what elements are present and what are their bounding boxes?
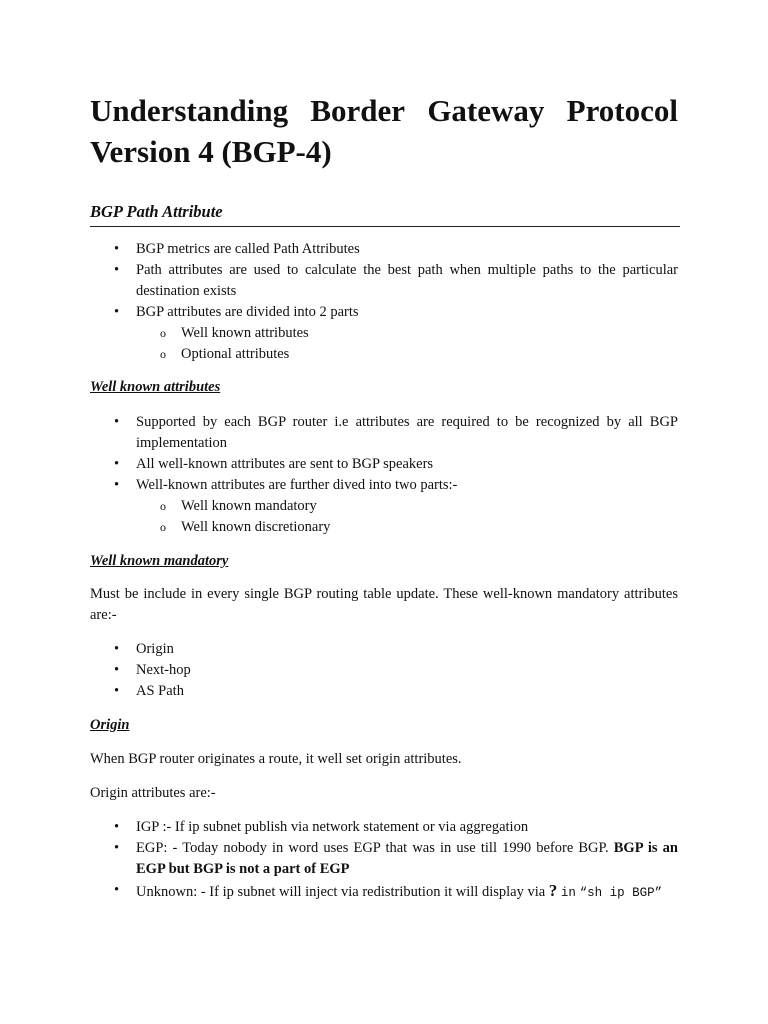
title-word: Understanding	[90, 93, 289, 128]
list-item: • Next-hop	[90, 660, 678, 681]
sub-list-item: o Well known attributes	[90, 323, 678, 344]
subheading-mandatory: Well known mandatory	[90, 553, 229, 569]
sub-list-item: o Well known discretionary	[90, 517, 678, 538]
list-item: • BGP attributes are divided into 2 parts	[90, 302, 678, 323]
title-line-1	[90, 90, 678, 131]
title-word: Gateway	[427, 93, 545, 128]
sub-list-item: o Well known mandatory	[90, 496, 678, 517]
list-item: • AS Path	[90, 681, 678, 702]
document-title	[90, 90, 678, 172]
sub-list-item: o Optional attributes	[90, 344, 678, 365]
origin-paragraph-1: When BGP router originates a route, it well set origin attributes.	[90, 751, 462, 767]
title-word: Protocol	[566, 93, 678, 128]
in-word: in	[560, 886, 576, 900]
unknown-text: Unknown: - If ip subnet will inject via redistribution it will display via	[136, 884, 546, 900]
egp-text: EGP: - Today nobody in word uses EGP that was in use till 1990 before BGP.	[136, 840, 609, 856]
egp-bold-text: BGP is an EGP but BGP is not a part of EGP	[136, 840, 678, 877]
command-text: “sh ip BGP”	[579, 886, 663, 900]
list-item	[90, 880, 678, 904]
section-heading: BGP Path Attribute	[90, 202, 680, 227]
list-item: • Origin	[90, 639, 678, 660]
intro-bullet-list	[90, 239, 678, 365]
origin-bullet-list	[90, 817, 678, 904]
list-item: • Well-known attributes are further dived into two parts:-	[90, 475, 678, 496]
list-item: • IGP :- If ip subnet publish via network statement or via aggregation	[90, 817, 678, 838]
mandatory-paragraph: Must be include in every single BGP routing table update. These well-known mandatory attributes are:-	[90, 586, 678, 623]
list-item: • Supported by each BGP router i.e attributes are required to be recognized by all BGP implementation	[90, 412, 678, 454]
subheading-origin: Origin	[90, 717, 130, 733]
well-known-bullet-list	[90, 412, 678, 538]
origin-paragraph-2: Origin attributes are:-	[90, 785, 216, 801]
title-line-2: Version 4 (BGP-4)	[90, 134, 332, 169]
list-item	[90, 838, 678, 880]
question-mark-symbol: ?	[548, 881, 558, 900]
mandatory-bullet-list	[90, 639, 678, 702]
title-word: Border	[310, 93, 406, 128]
list-item: • Path attributes are used to calculate the best path when multiple paths to the particular destination exists	[90, 260, 678, 302]
list-item: • All well-known attributes are sent to BGP speakers	[90, 454, 678, 475]
list-item: • BGP metrics are called Path Attributes	[90, 239, 678, 260]
subheading-well-known: Well known attributes	[90, 379, 221, 395]
